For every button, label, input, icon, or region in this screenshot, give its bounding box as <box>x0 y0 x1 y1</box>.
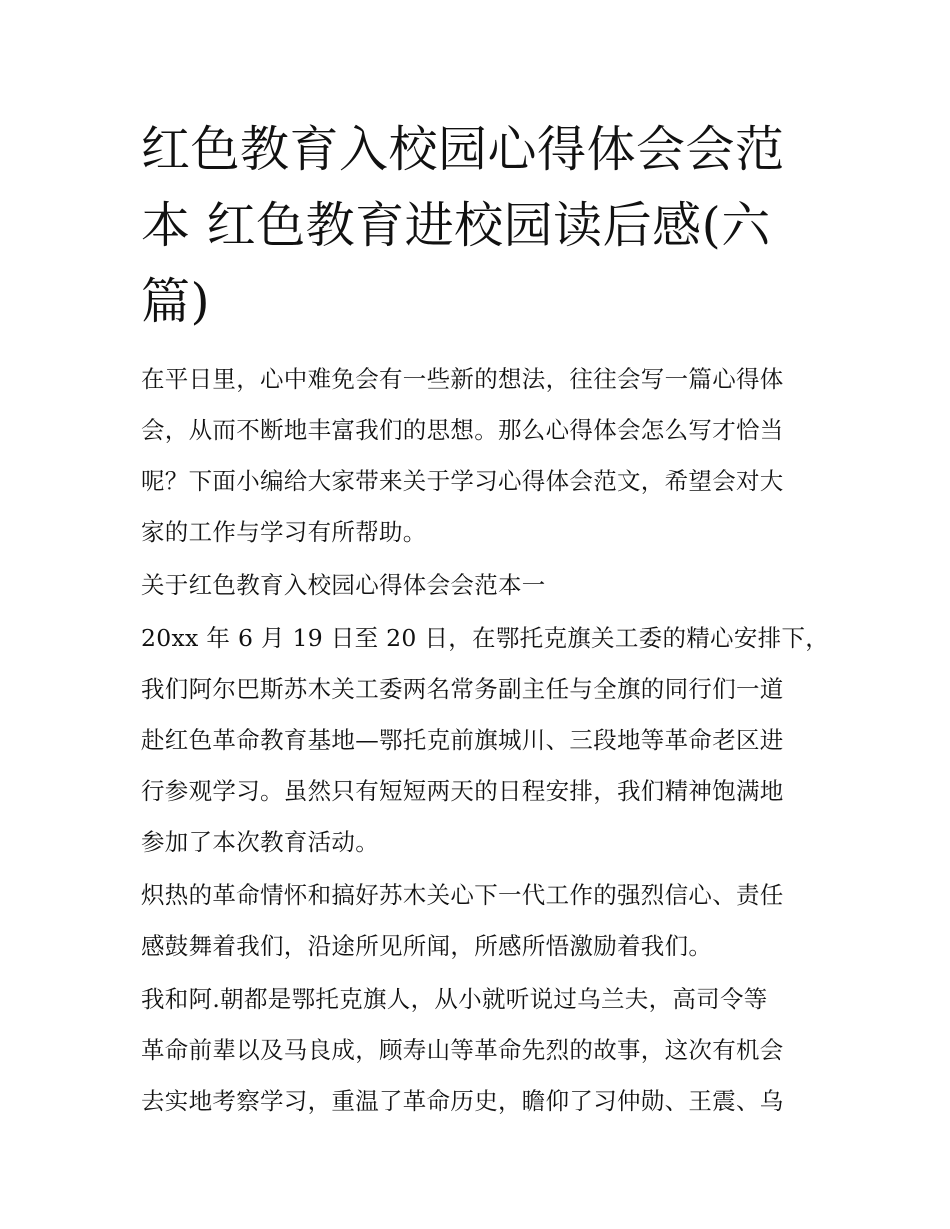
document-title <box>141 112 813 340</box>
text-line: 关于红色教育入校园心得体会会范本一 <box>141 571 546 599</box>
text-line: 20xx 年 6 月 19 日至 20 日，在鄂托克旗关工委的精心安排下， <box>141 624 830 652</box>
document-content <box>141 112 830 1129</box>
text-line: 我和阿.朝都是鄂托克旗人，从小就听说过乌兰夫，高司令等 <box>141 985 768 1013</box>
text-line: 在平日里，心中难免会有一些新的想法，往往会写一篇心得体 <box>141 365 784 393</box>
title-line: 本 红色教育进校园读后感(六 <box>141 197 771 254</box>
document-body <box>141 354 830 1127</box>
text-line: 革命前辈以及马良成，顾寿山等革命先烈的故事，这次有机会 <box>141 1036 784 1064</box>
text-line: 感鼓舞着我们，沿途所见所闻，所感所悟激励着我们。 <box>141 932 713 960</box>
title-line: 篇) <box>141 273 211 330</box>
text-line: 参加了本次教育活动。 <box>141 828 379 856</box>
body-paragraph <box>141 870 813 972</box>
text-line: 家的工作与学习有所帮助。 <box>141 518 427 546</box>
text-line: 炽热的革命情怀和搞好苏木关心下一代工作的强烈信心、责任 <box>141 881 784 909</box>
text-line: 呢？下面小编给大家带来关于学习心得体会范文，希望会对大 <box>141 467 784 495</box>
body-paragraph <box>141 974 813 1127</box>
intro-paragraph <box>141 354 813 558</box>
body-paragraph <box>141 613 830 868</box>
text-line: 我们阿尔巴斯苏木关工委两名常务副主任与全旗的同行们一道 <box>141 675 784 703</box>
text-line: 会，从而不断地丰富我们的思想。那么心得体会怎么写才恰当 <box>141 416 784 444</box>
title-line: 红色教育入校园心得体会会范 <box>141 121 785 178</box>
text-line: 去实地考察学习，重温了革命历史，瞻仰了习仲勋、王震、乌 <box>141 1087 784 1115</box>
section-heading <box>141 560 813 611</box>
text-line: 赴红色革命教育基地—鄂托克前旗城川、三段地等革命老区进 <box>141 726 784 754</box>
text-line: 行参观学习。虽然只有短短两天的日程安排，我们精神饱满地 <box>141 777 784 805</box>
